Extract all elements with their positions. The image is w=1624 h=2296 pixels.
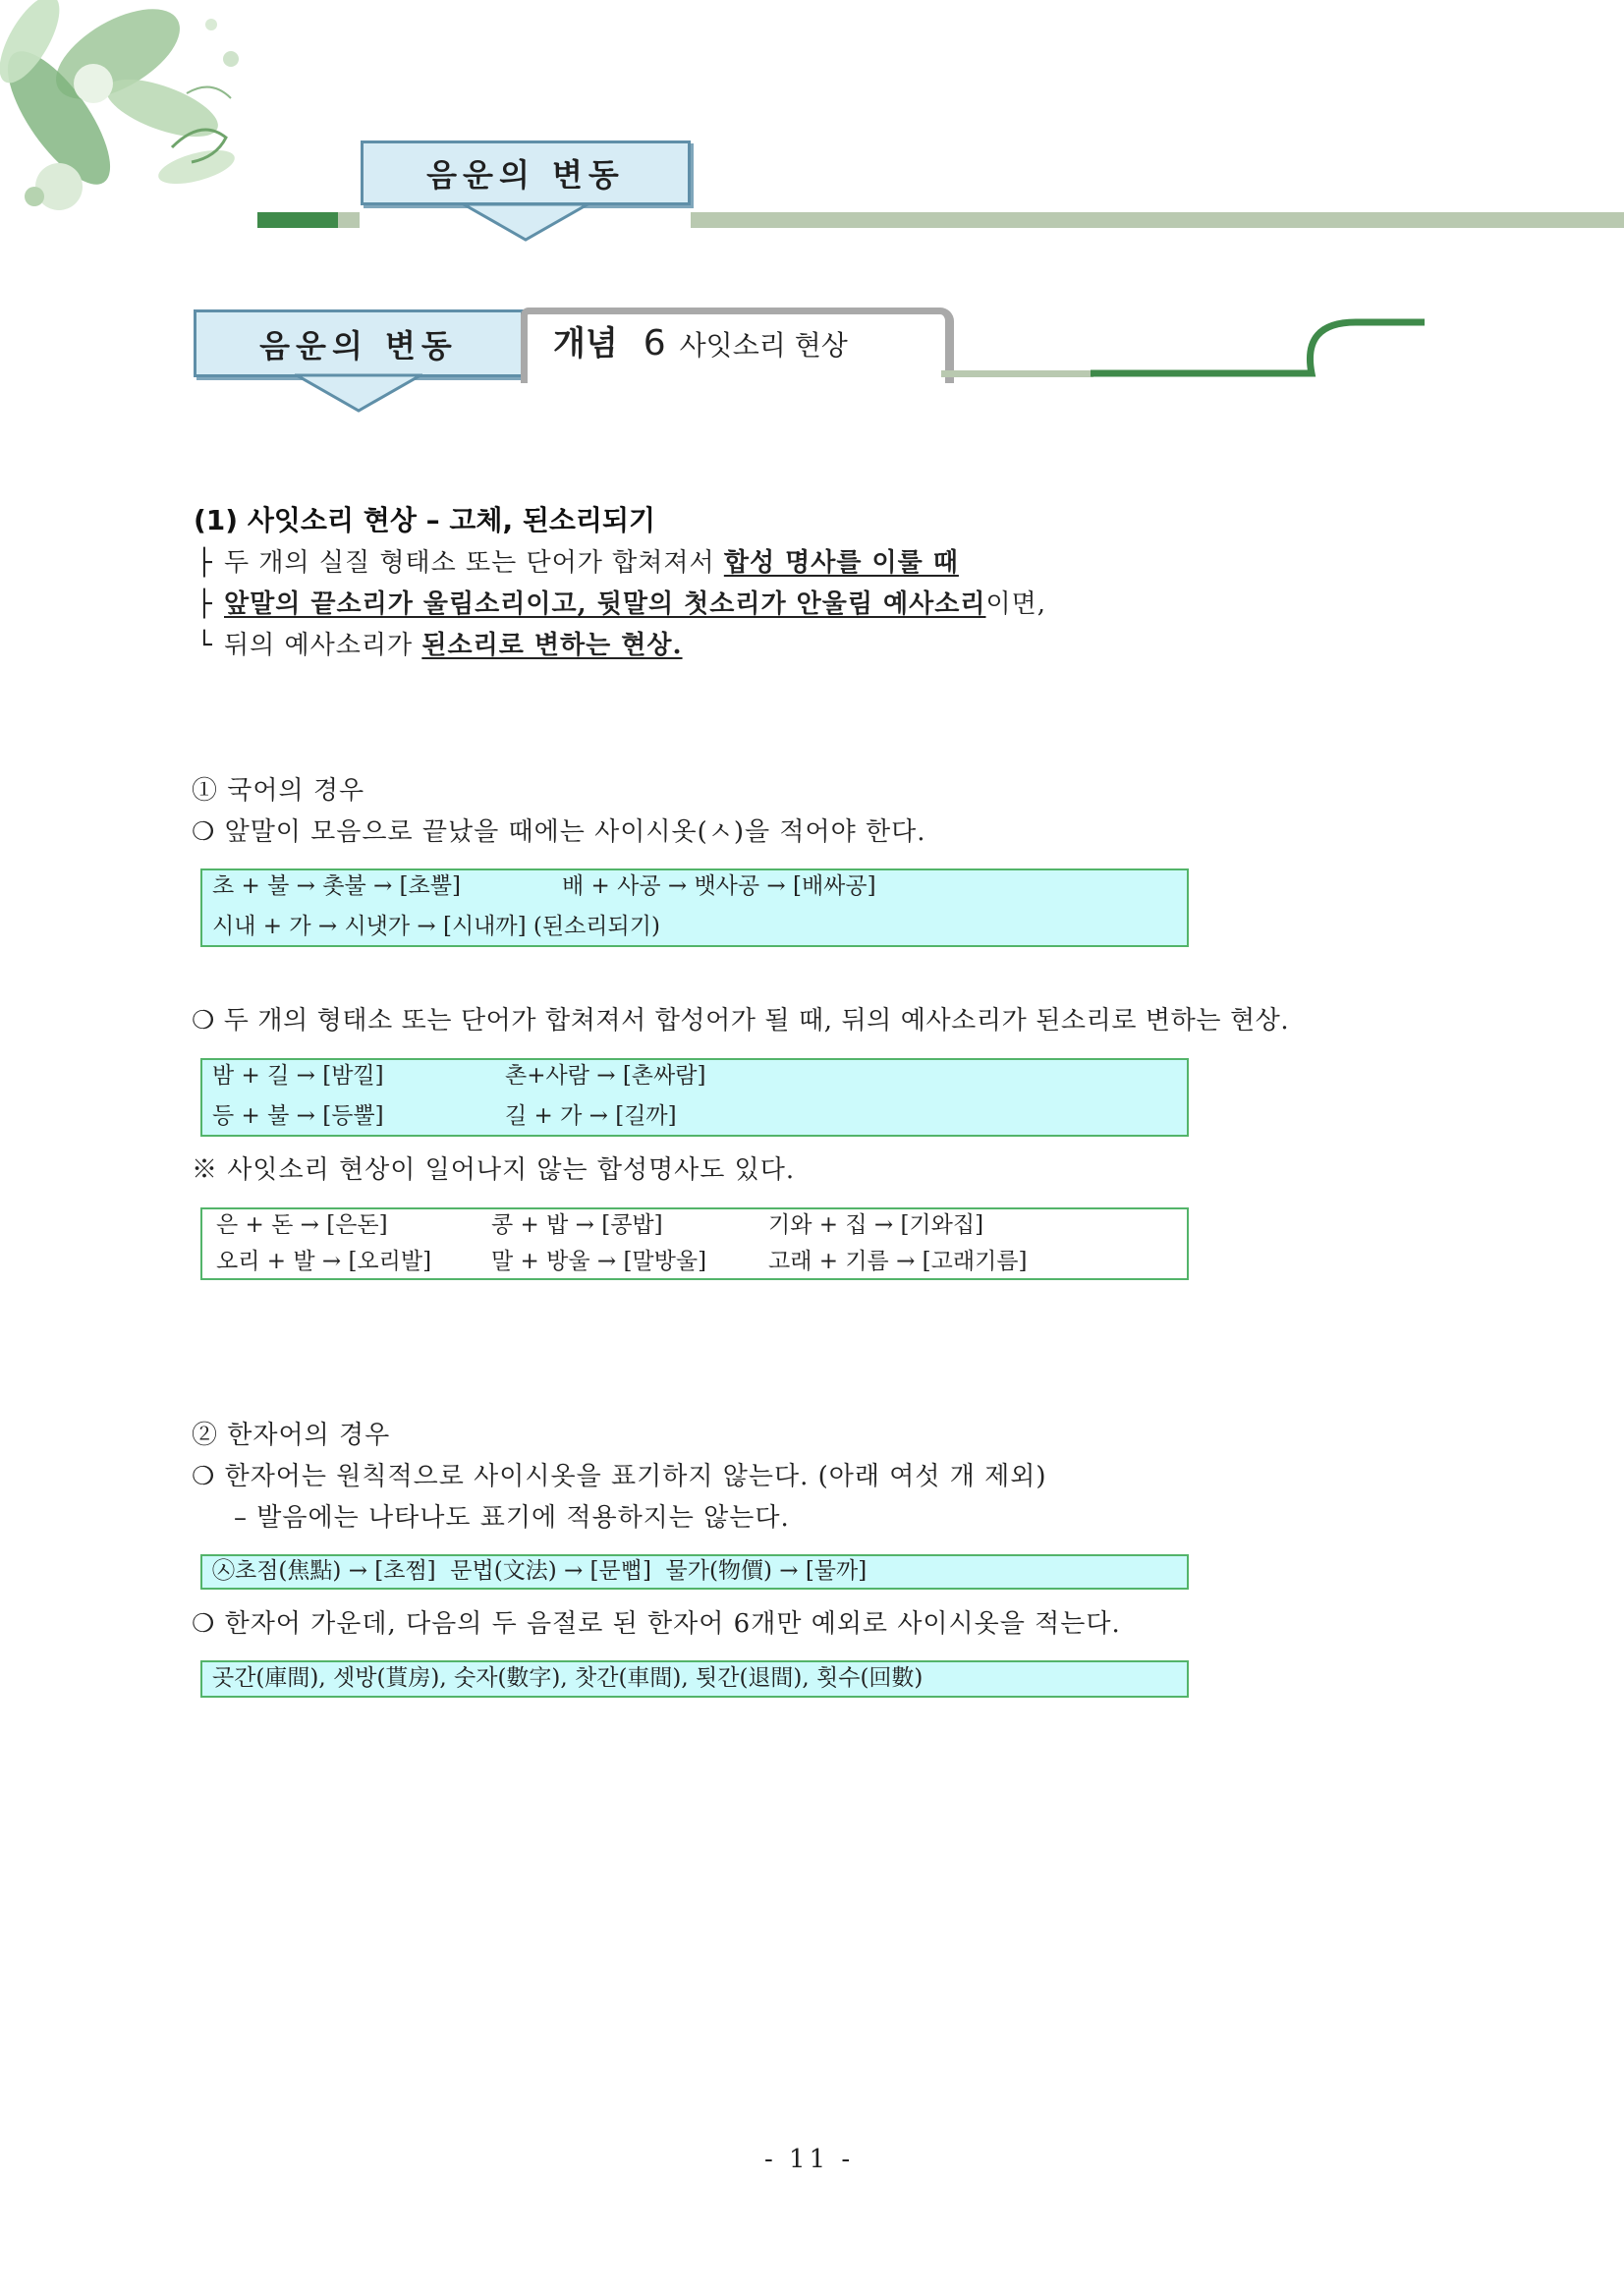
example-item: 시내 + 가 → 시냇가 → [시내까] (된소리되기) [212,914,660,939]
concept-label: 개념 [553,324,618,364]
example-row [216,1211,1177,1240]
header-bar-light [691,212,1624,228]
example-box-3 [200,1207,1189,1280]
page-number: - 11 - [764,2145,855,2174]
native-rule-2: ❍ 두 개의 형태소 또는 단어가 합쳐져서 합성어가 될 때, 뒤의 예사소리가 된소리로 변하는 현상. [192,1006,1290,1036]
definition-line-2 [196,588,1046,621]
definition-emphasis: 된소리로 변하는 현상. [421,631,683,660]
definition-line-3 [196,629,683,662]
section-chapter-title: 음운의 변동 [259,326,458,364]
definition-emphasis: 합성 명사를 이룰 때 [723,548,959,578]
example-item: 기와 + 집 → [기와집] [768,1212,984,1238]
example-box-2 [200,1058,1189,1137]
example-item: 은 + 돈 → [은돈] [216,1212,388,1238]
native-heading: ① 국어의 경우 [192,776,365,806]
example-row [212,1062,1177,1091]
example-row [212,1664,1177,1693]
section-chapter-arrow [295,373,422,413]
sino-rule-1-sub: – 발음에는 나타나도 표기에 적용하지는 않는다. [234,1503,790,1533]
example-item: 길 + 가 → [길까] [505,1103,677,1129]
example-item: 촌+사람 → [촌싸람] [505,1063,706,1089]
concept-heading [553,316,848,364]
header-bar-light-short [338,212,360,228]
concept-number: 6 [643,323,666,364]
example-box-4 [200,1554,1189,1590]
section-chapter-box [194,309,524,377]
concept-rule-curve [1091,314,1425,383]
sino-rule-1: ❍ 한자어는 원칙적으로 사이시옷을 표기하지 않는다. (아래 여섯 개 제외) [192,1462,1047,1491]
section1-heading: (1) 사잇소리 현상 – 고체, 된소리되기 [194,504,656,536]
chapter-title-box [361,140,691,205]
example-row [212,872,1177,901]
sino-rule-2: ❍ 한자어 가운데, 다음의 두 음절로 된 한자어 6개만 예외로 사이시옷을 적는다. [192,1609,1121,1639]
example-item: 등 + 불 → [등뿔] [212,1103,384,1129]
example-item: 콩 + 밥 → [콩밥] [491,1212,663,1238]
sino-heading: ② 한자어의 경우 [192,1421,391,1450]
example-row [212,1102,1177,1131]
leaf-decoration [0,0,265,231]
chapter-title: 음운의 변동 [426,156,625,194]
example-item: 배 + 사공 → 뱃사공 → [배싸공] [562,873,876,899]
definition-text: 뒤의 예사소리가 [224,631,422,660]
native-rule-1: ❍ 앞말이 모음으로 끝났을 때에는 사이시옷(ㅅ)을 적어야 한다. [192,817,926,847]
concept-title: 사잇소리 현상 [679,329,848,362]
tree-mark: └ [196,631,213,660]
header-bar-dark [257,212,338,228]
exception-note: ※ 사잇소리 현상이 일어나지 않는 합성명사도 있다. [192,1155,796,1185]
example-row [212,1557,1177,1586]
example-item: 곳간(庫間), 셋방(貰房), 숫자(數字), 찻간(車間), 툇간(退間), 횟수(回數) [212,1665,924,1691]
example-row [212,913,1177,941]
definition-text: 두 개의 실질 형태소 또는 단어가 합쳐져서 [224,548,724,578]
tree-mark: ├ [196,548,213,578]
example-item: ㉦초점(焦點) → [초쩜] 문법(文法) → [문뻡] 물가(物價) → [물까] [212,1558,868,1584]
definition-tail: 이면, [985,589,1046,619]
chapter-arrow [462,202,589,242]
example-box-1 [200,868,1189,947]
concept-rule-light [941,370,1093,377]
example-item: 초 + 불 → 촛불 → [초뿔] [212,873,461,899]
definition-line-1 [196,546,959,580]
example-row [216,1248,1177,1276]
definition-emphasis: 앞말의 끝소리가 울림소리이고, 뒷말의 첫소리가 안울림 예사소리 [224,589,986,619]
example-item: 고래 + 기름 → [고래기름] [768,1249,1028,1274]
example-item: 오리 + 발 → [오리발] [216,1249,432,1274]
example-item: 밤 + 길 → [밤낄] [212,1063,384,1089]
example-box-5 [200,1660,1189,1698]
tree-mark: ├ [196,589,213,619]
example-item: 말 + 방울 → [말방울] [491,1249,707,1274]
